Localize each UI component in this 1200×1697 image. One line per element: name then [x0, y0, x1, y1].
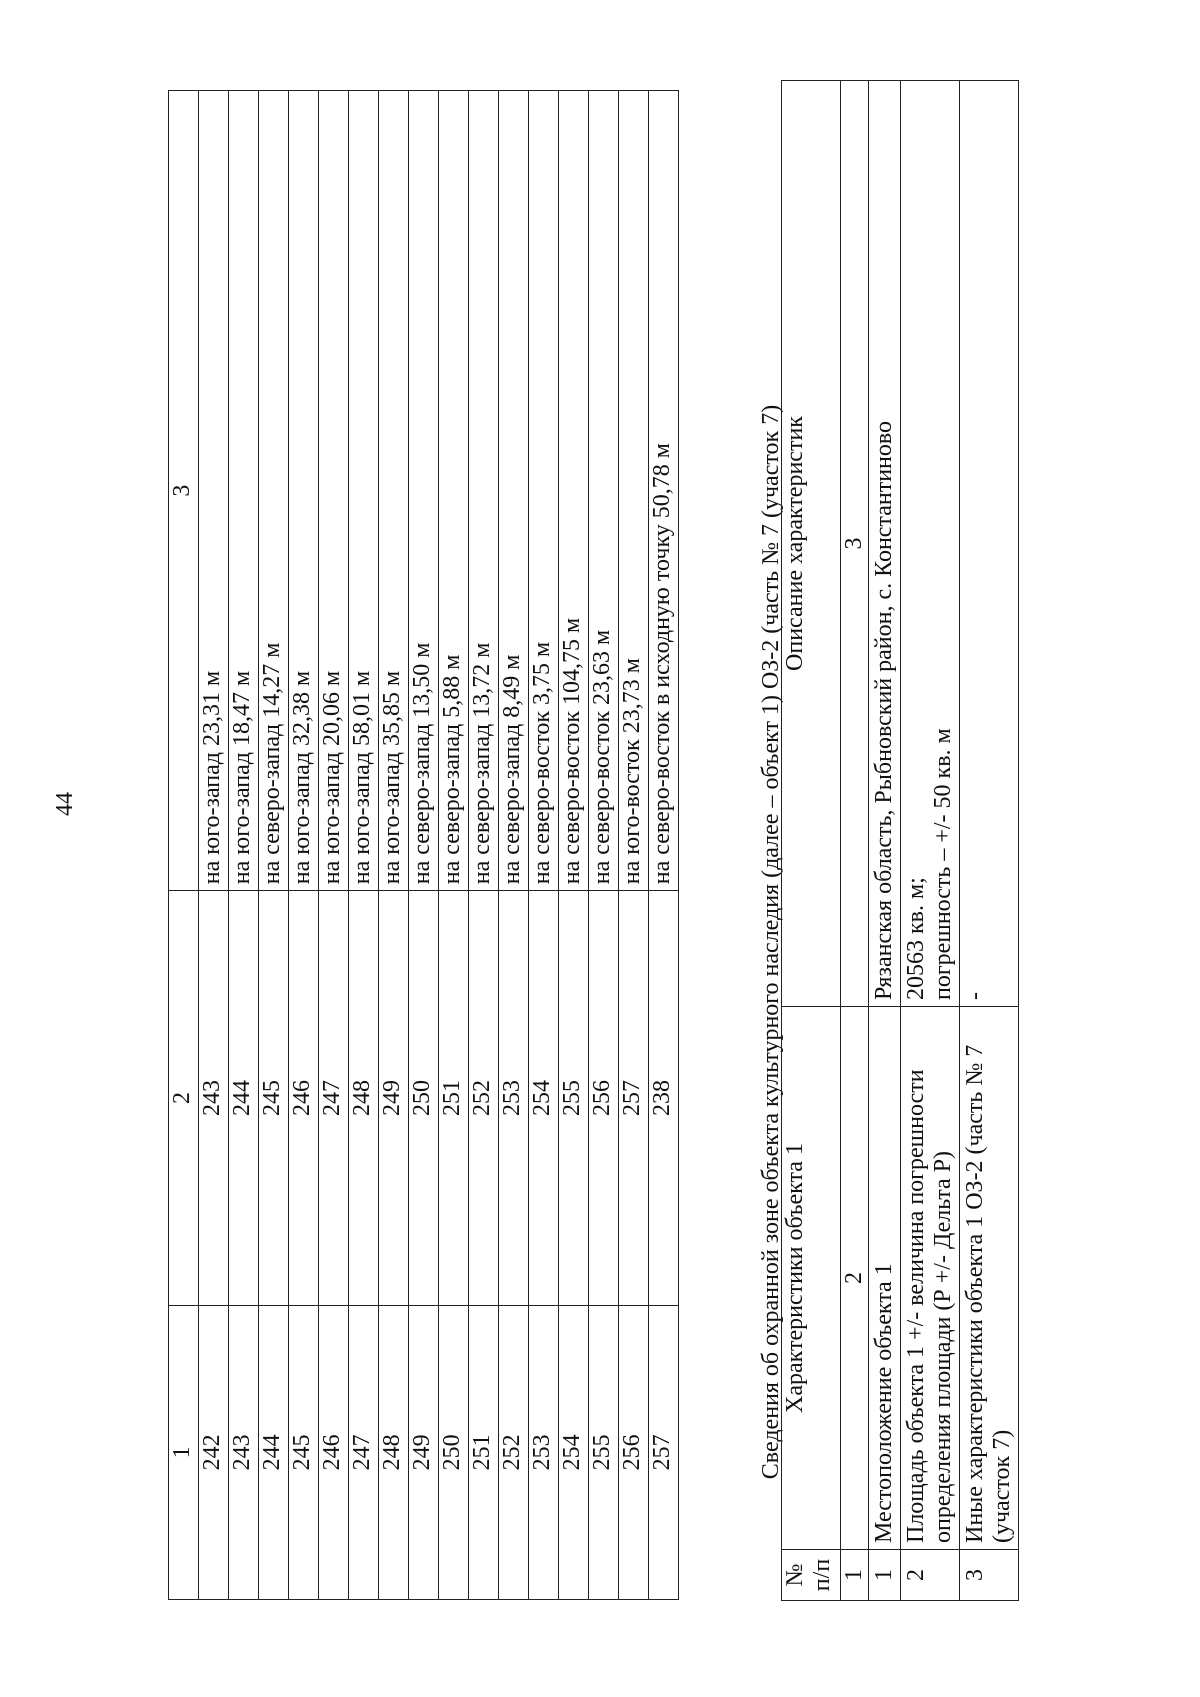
coord-cell-col3: на юго-запад 20,06 м	[319, 91, 349, 891]
coord-cell-col3: на северо-восток 3,75 м	[529, 91, 559, 891]
table-row	[960, 81, 1019, 1601]
table-row	[589, 91, 619, 1600]
coord-cell-col3: на северо-восток 23,63 м	[589, 91, 619, 891]
coordinates-table-body	[169, 91, 679, 1600]
coord-cell-col2: 255	[559, 891, 589, 1306]
coord-cell-col2: 252	[469, 891, 499, 1306]
coord-cell-col1: 253	[529, 1305, 559, 1599]
table-row	[529, 91, 559, 1600]
coord-cell-col3: на северо-восток 104,75 м	[559, 91, 589, 891]
coord-cell-col2: 247	[319, 891, 349, 1306]
zone-cell-num: 1	[869, 1550, 901, 1601]
coord-cell-col1: 247	[349, 1305, 379, 1599]
coord-cell-col2: 249	[379, 891, 409, 1306]
coord-cell-col1: 244	[259, 1305, 289, 1599]
table-row	[869, 81, 901, 1601]
table-row	[499, 91, 529, 1600]
coord-cell-col1: 243	[229, 1305, 259, 1599]
coord-cell-col1: 256	[619, 1305, 649, 1599]
coord-cell-col1: 246	[319, 1305, 349, 1599]
section-caption: Сведения об охранной зоне объекта культурного наследия (далее – объект 1) ОЗ-2 (часть № 7 (участок 7)	[758, 404, 784, 1480]
table-row	[619, 91, 649, 1600]
coord-cell-col1: 254	[559, 1305, 589, 1599]
table-row	[289, 91, 319, 1600]
coordinates-table	[168, 90, 679, 1600]
zone-cell-num: 2	[901, 1550, 960, 1601]
coord-cell-col3: на северо-запад 13,50 м	[409, 91, 439, 891]
header-cell-col1: 1	[169, 1305, 199, 1599]
coord-cell-col3: на юго-запад 35,85 м	[379, 91, 409, 891]
coord-cell-col3: на северо-запад 14,27 м	[259, 91, 289, 891]
table-row	[649, 91, 679, 1600]
zone-cell-char: Иные характеристики объекта 1 ОЗ-2 (часть № 7 (участок 7)	[960, 1007, 1019, 1550]
table-row	[409, 91, 439, 1600]
table-header-row	[782, 81, 841, 1601]
coord-cell-col2: 248	[349, 891, 379, 1306]
table-row	[559, 91, 589, 1600]
table-row	[439, 91, 469, 1600]
coord-cell-col2: 245	[259, 891, 289, 1306]
coord-cell-col1: 249	[409, 1305, 439, 1599]
zone-cell-desc: 20563 кв. м; погрешность – +/- 50 кв. м	[901, 81, 960, 1007]
coord-cell-col2: 244	[229, 891, 259, 1306]
page-number: 44	[52, 792, 78, 816]
coord-cell-col1: 242	[199, 1305, 229, 1599]
coord-cell-col3: на юго-запад 58,01 м	[349, 91, 379, 891]
coord-cell-col3: на северо-запад 13,72 м	[469, 91, 499, 891]
coord-cell-col3: на северо-запад 5,88 м	[439, 91, 469, 891]
table-row	[199, 91, 229, 1600]
coord-cell-col2: 250	[409, 891, 439, 1306]
zone-characteristics-table-body	[782, 81, 1019, 1601]
coord-cell-col2: 251	[439, 891, 469, 1306]
header-number-2: 2	[841, 1007, 869, 1550]
coord-cell-col2: 256	[589, 891, 619, 1306]
zone-cell-char: Площадь объекта 1 +/- величина погрешности определения площади (Р +/- Дельта Р)	[901, 1007, 960, 1550]
table-row	[229, 91, 259, 1600]
header-cell-col3: 3	[169, 91, 199, 891]
coord-cell-col2: 257	[619, 891, 649, 1306]
table-row	[379, 91, 409, 1600]
zone-characteristics-table	[781, 80, 1019, 1601]
table-row	[319, 91, 349, 1600]
coord-cell-col3: на северо-восток в исходную точку 50,78 м	[649, 91, 679, 891]
table-row	[901, 81, 960, 1601]
coord-cell-col1: 257	[649, 1305, 679, 1599]
coord-cell-col3: на юго-запад 18,47 м	[229, 91, 259, 891]
coord-cell-col1: 248	[379, 1305, 409, 1599]
header-numbers-row	[841, 81, 869, 1601]
coord-cell-col1: 251	[469, 1305, 499, 1599]
zone-cell-num: 3	[960, 1550, 1019, 1601]
zone-cell-char: Местоположение объекта 1	[869, 1007, 901, 1550]
coord-cell-col3: на юго-запад 23,31 м	[199, 91, 229, 891]
header-cell-col2: 2	[169, 891, 199, 1306]
header-num: № п/п	[782, 1550, 841, 1601]
coord-cell-col3: на северо-запад 8,49 м	[499, 91, 529, 891]
zone-cell-desc: -	[960, 81, 1019, 1007]
coord-cell-col1: 250	[439, 1305, 469, 1599]
coord-cell-col2: 253	[499, 891, 529, 1306]
table-header-row	[169, 91, 199, 1600]
coord-cell-col2: 243	[199, 891, 229, 1306]
table-row	[259, 91, 289, 1600]
table-row	[469, 91, 499, 1600]
coord-cell-col1: 255	[589, 1305, 619, 1599]
coord-cell-col1: 245	[289, 1305, 319, 1599]
coord-cell-col1: 252	[499, 1305, 529, 1599]
coord-cell-col2: 238	[649, 891, 679, 1306]
header-number-3: 3	[841, 81, 869, 1007]
zone-cell-desc: Рязанская область, Рыбновский район, с. Константиново	[869, 81, 901, 1007]
table-row	[349, 91, 379, 1600]
coord-cell-col2: 246	[289, 891, 319, 1306]
header-characteristics: Характеристики объекта 1	[782, 1007, 841, 1550]
coord-cell-col2: 254	[529, 891, 559, 1306]
coord-cell-col3: на юго-восток 23,73 м	[619, 91, 649, 891]
header-number-1: 1	[841, 1550, 869, 1601]
coord-cell-col3: на юго-запад 32,38 м	[289, 91, 319, 891]
header-description: Описание характеристик	[782, 81, 841, 1007]
